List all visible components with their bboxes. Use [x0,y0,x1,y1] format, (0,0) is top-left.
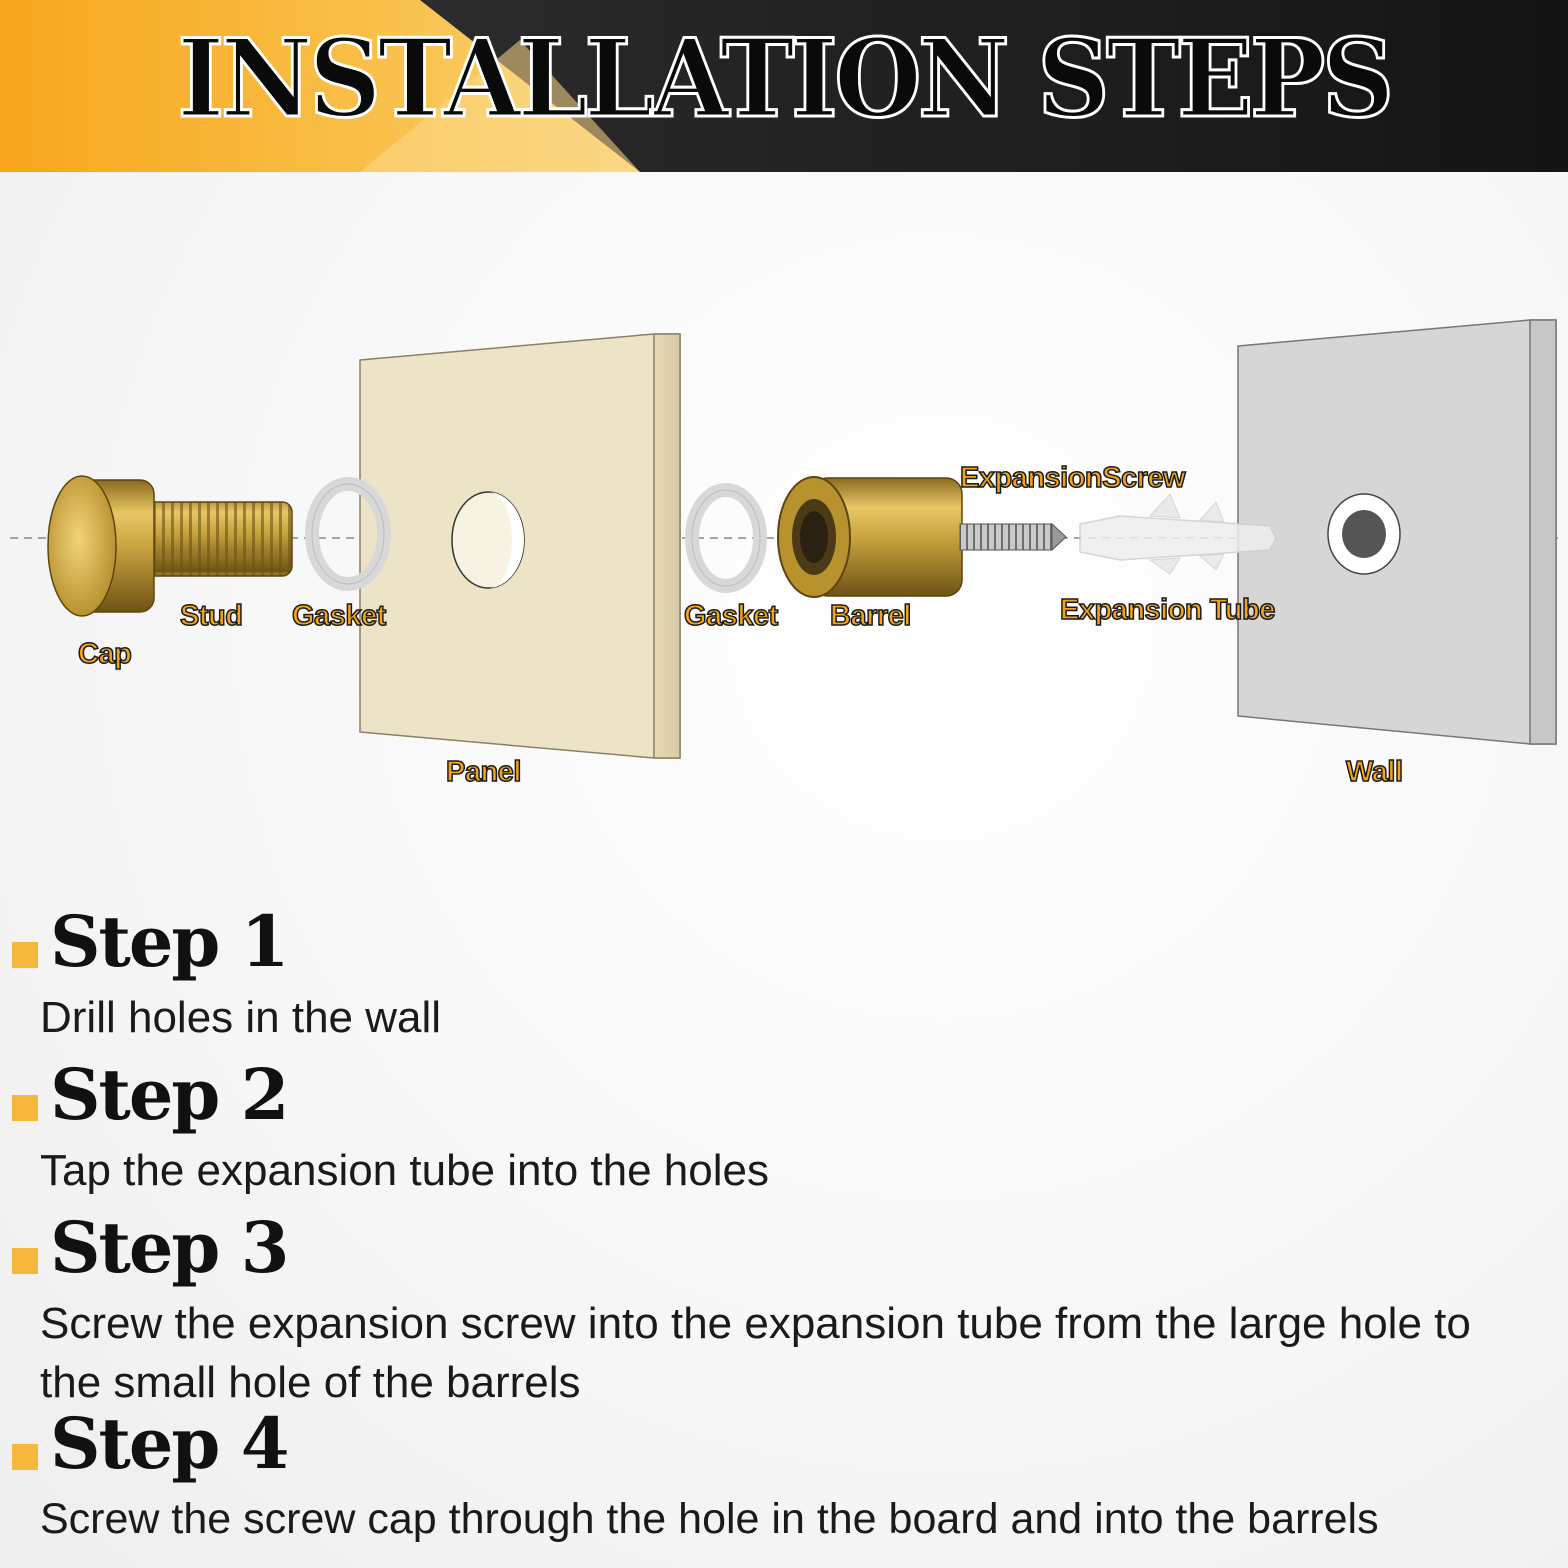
label-gasket-right: Gasket [684,600,778,632]
step-1-heading: Step 1 [50,900,288,983]
label-stud: Stud [180,600,243,632]
stud-part [140,502,292,576]
step-2-text: Tap the expansion tube into the holes [40,1146,769,1195]
step-4-bullet [12,1444,38,1470]
expansion-screw-part [960,524,1066,550]
label-expansion-tube: Expansion Tube [1060,594,1275,626]
step-1-text: Drill holes in the wall [40,993,442,1042]
label-panel: Panel [446,756,521,788]
step-1-bullet [12,942,38,968]
label-expansion-screw: ExpansionScrew [960,462,1186,494]
diagram-drawing [0,172,1568,872]
exploded-diagram [0,172,1568,872]
panel-shape [360,334,680,758]
label-cap: Cap [78,638,132,670]
barrel-part [778,477,962,597]
label-gasket-left: Gasket [292,600,386,632]
wall-shape [1238,320,1556,744]
label-wall: Wall [1346,756,1403,788]
step-4-heading: Step 4 [50,1402,288,1485]
step-3-text: Screw the expansion screw into the expansion tube from the large hole to the small hole of the barrels [40,1299,1471,1407]
step-4-text: Screw the screw cap through the hole in the board and into the barrels [40,1495,1379,1543]
page-title: INSTALLATION STEPS [177,16,1391,142]
title-banner [0,0,1568,172]
cap-part [48,476,154,616]
step-2-heading: Step 2 [50,1053,288,1136]
label-barrel: Barrel [830,600,911,632]
step-2-bullet [12,1095,38,1121]
step-3-heading: Step 3 [50,1206,288,1289]
step-3-bullet [12,1248,38,1274]
